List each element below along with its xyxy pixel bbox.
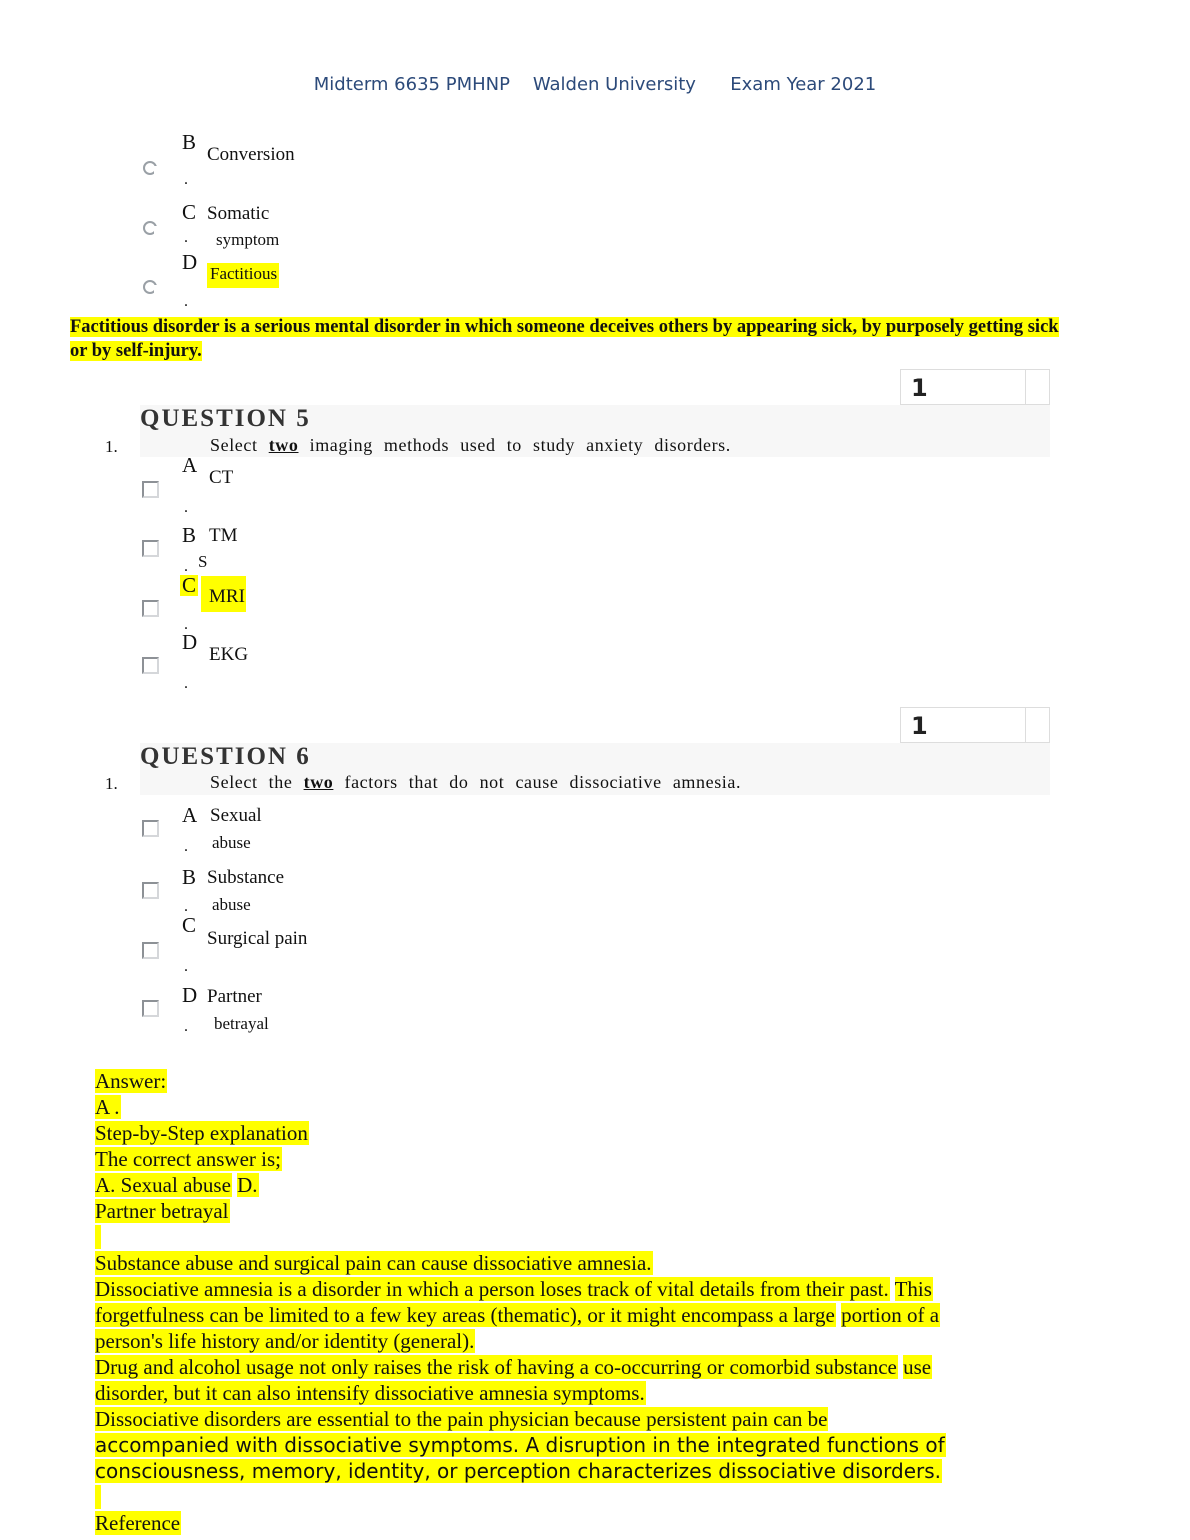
option-text: EKG (209, 644, 249, 665)
page-header: Midterm 6635 PMHNP Walden University Exam Year 2021 (313, 74, 877, 95)
option-dot: . (184, 958, 188, 975)
prompt-text: Select (210, 435, 258, 455)
q6-option-a[interactable] (140, 803, 440, 863)
checkbox-a[interactable] (142, 820, 159, 837)
checkbox-b[interactable] (142, 540, 159, 557)
q5-option-b[interactable] (140, 525, 440, 580)
radio-button-c[interactable] (143, 221, 157, 235)
option-text: Factitious (207, 263, 279, 288)
q6-points-box (1025, 707, 1050, 743)
q6-number: 1. (105, 774, 118, 793)
radio-button-d[interactable] (143, 280, 157, 294)
q5-points-box (1025, 369, 1050, 405)
q6-option-c[interactable] (140, 913, 440, 973)
option-letter: C (182, 913, 197, 937)
prompt-text: imaging methods used to study anxiety disorders. (309, 435, 731, 455)
option-dot: . (184, 171, 188, 188)
explanation-p3a: Drug and alcohol usage not only raises the risk of having a co-occurring or comorbid substance (95, 1355, 897, 1379)
q4-explanation (70, 315, 1080, 363)
q5-option-c[interactable] (140, 573, 440, 633)
q5-title: QUESTION 5 (140, 405, 311, 432)
q4-option-d[interactable] (140, 250, 440, 310)
correct-answer-a: A. Sexual abuse (95, 1173, 231, 1197)
prompt-text: factors that do not cause dissociative amnesia. (344, 772, 742, 792)
step-by-step-heading: Step-by-Step explanation (95, 1121, 308, 1145)
q4-option-c[interactable] (140, 198, 440, 258)
option-dot: . (184, 293, 188, 310)
correct-intro: The correct answer is; (95, 1147, 281, 1171)
option-letter: A (182, 803, 198, 827)
blank-highlight (95, 1485, 101, 1509)
option-letter: A (182, 453, 198, 477)
option-dot: . (184, 898, 188, 915)
option-text: Conversion (207, 144, 295, 165)
q6-option-d[interactable] (140, 983, 440, 1043)
explanation-p2a: Dissociative amnesia is a disorder in which a person loses track of vital details from their past. (95, 1277, 889, 1301)
option-letter: D (182, 630, 198, 654)
option-letter: D (182, 983, 198, 1007)
option-text: Somatic (207, 203, 270, 224)
q5-prompt (210, 435, 731, 456)
explanation-p2c: forgetfulness can be limited to a few key areas (thematic), or it might encompass a large (95, 1303, 835, 1327)
answer-short: A . (95, 1095, 120, 1119)
checkbox-c[interactable] (142, 942, 159, 959)
checkbox-d[interactable] (142, 657, 159, 674)
option-dot: . (184, 1018, 188, 1035)
option-text: MRI (201, 576, 246, 612)
checkbox-c[interactable] (142, 600, 159, 617)
explanation-p4b: accompanied with dissociative symptoms. A disruption in the integrated functions of (95, 1433, 945, 1457)
option-dot: . (184, 675, 188, 692)
option-dot: . (184, 558, 188, 575)
option-text: Sexual (210, 805, 262, 826)
answer-block (95, 1068, 1055, 1536)
correct-answer-d: D. (237, 1173, 258, 1197)
explanation-p2b: This (894, 1277, 932, 1301)
q6-option-b[interactable] (140, 865, 440, 920)
prompt-text: Select the (210, 772, 293, 792)
option-text-cont: S (198, 552, 208, 571)
explanation-text: Factitious disorder is a serious mental disorder in which someone deceives others by appearing sick, by purposely getting sick or by self-injury. (70, 317, 1059, 361)
explanation-p2d: portion of a (841, 1303, 940, 1327)
option-letter: C (182, 200, 197, 224)
explanation-p1: Substance abuse and surgical pain can cause dissociative amnesia. (95, 1251, 652, 1275)
explanation-p3b: use (903, 1355, 932, 1379)
q5-option-a[interactable] (140, 455, 440, 515)
prompt-emphasis: two (303, 772, 334, 792)
option-letter: B (182, 865, 197, 889)
option-dot: . (184, 499, 188, 516)
option-letter: D (182, 250, 198, 274)
option-text-cont: symptom (216, 230, 280, 249)
option-text: CT (209, 467, 234, 488)
explanation-p4a: Dissociative disorders are essential to the pain physician because persistent pain can be (95, 1407, 828, 1431)
checkbox-a[interactable] (142, 481, 159, 498)
checkbox-d[interactable] (142, 1000, 159, 1017)
option-text: Partner (207, 986, 262, 1007)
option-dot: . (184, 229, 188, 246)
option-text: TM (209, 525, 238, 546)
option-letter: C (182, 573, 197, 597)
q5-points: 1 (900, 369, 1026, 405)
q4-option-b[interactable] (140, 128, 440, 188)
explanation-p2e: person's life history and/or identity (general). (95, 1329, 475, 1353)
correct-answer-d-text: Partner betrayal (95, 1199, 229, 1223)
blank-highlight (95, 1225, 101, 1249)
q6-prompt (210, 772, 741, 793)
option-text-cont: abuse (212, 833, 251, 852)
option-letter: B (182, 523, 197, 547)
option-text: Substance (207, 867, 285, 888)
q6-title: QUESTION 6 (140, 743, 311, 770)
explanation-p4c: consciousness, memory, identity, or perception characterizes dissociative disorders. (95, 1459, 942, 1483)
checkbox-b[interactable] (142, 882, 159, 899)
q5-option-d[interactable] (140, 632, 440, 692)
option-text: Surgical pain (207, 928, 308, 949)
prompt-emphasis: two (268, 435, 299, 455)
explanation-p3c: disorder, but it can also intensify dissociative amnesia symptoms. (95, 1381, 645, 1405)
reference-heading: Reference (95, 1511, 181, 1535)
q5-number: 1. (105, 437, 118, 456)
option-text-cont: abuse (212, 895, 251, 914)
option-letter: B (182, 130, 197, 154)
option-dot: . (184, 838, 188, 855)
q6-points: 1 (900, 707, 1026, 743)
radio-button-b[interactable] (143, 161, 157, 175)
option-dot: . (184, 616, 188, 633)
answer-label: Answer: (95, 1069, 167, 1093)
option-text-cont: betrayal (214, 1014, 269, 1033)
